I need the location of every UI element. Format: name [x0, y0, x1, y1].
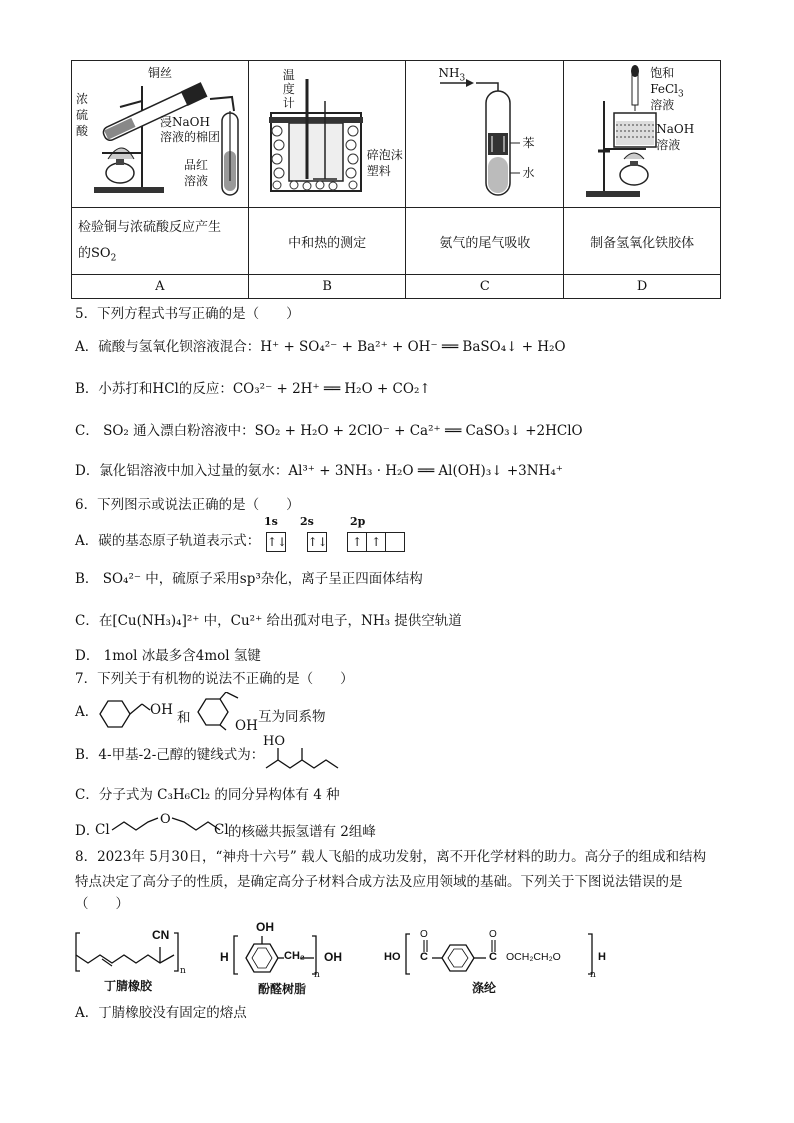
orbital-box-2p-3 — [386, 532, 405, 552]
q7-a-and: 和 — [177, 710, 191, 726]
nitrile-name: 丁腈橡胶 — [104, 979, 153, 993]
q6-stem: 6．下列图示或说法正确的是（ ） — [75, 497, 300, 513]
colloid-preparation-illustration — [564, 61, 721, 207]
phenolic-h: H — [220, 950, 229, 964]
label-fuchsin-1: 品红 — [184, 158, 209, 172]
letter-d: D — [564, 275, 721, 299]
apparatus-d — [564, 61, 721, 208]
polyester-name: 涤纶 — [472, 981, 497, 995]
orbital-box-2p-1: ↑ — [347, 532, 367, 552]
q7-option-b: B．4-甲基-2-己醇的键线式为： — [75, 747, 265, 763]
q7-d-o: O — [160, 812, 171, 827]
label-thermometer-2: 度 — [282, 82, 295, 96]
q7-stem: 7．下列关于有机物的说法不正确的是（ ） — [75, 671, 354, 687]
polyester-n: n — [590, 970, 596, 980]
q7-d-cl-2: Cl — [214, 822, 229, 838]
orbital-box-1s: ↑↓ — [266, 532, 286, 552]
q7-option-d-prefix: D． — [75, 823, 100, 839]
q8-stem-line-1: 8．2023年 5月30日，“神舟十六号” 载人飞船的成功发射，离不开化学材料的助力。高分子的组成和结构 — [75, 849, 707, 865]
q5-option-a: A．硫酸与氢氧化钡溶液混合：H⁺ + SO₄²⁻ + Ba²⁺ + OH⁻ ══ BaSO₄↓ + H₂O — [75, 339, 566, 355]
polyester-structure — [404, 930, 596, 978]
label-fecl3: FeCl$_3$ — [650, 82, 684, 100]
nitrile-n: n — [180, 966, 186, 976]
q7-a-oh-1: OH — [150, 702, 173, 718]
phenolic-resin-structure — [232, 930, 322, 978]
q8-stem-line-3: （ ） — [75, 896, 129, 912]
orbital-diagram — [266, 532, 405, 552]
q8-option-a: A．丁腈橡胶没有固定的熔点 — [75, 1005, 247, 1021]
polyester-ho: HO — [384, 951, 401, 963]
q6-option-a: A．碳的基态原子轨道表示式： — [75, 533, 261, 549]
label-acid-2: 硫 — [76, 108, 89, 122]
nitrile-cn: CN — [152, 928, 170, 942]
phenolic-name: 酚醛树脂 — [258, 982, 307, 996]
caption-d: 制备氢氧化铁胶体 — [564, 208, 721, 275]
letter-a: A — [72, 275, 249, 299]
label-ammonia: $NH_3$ — [438, 66, 466, 84]
ammonia-absorption-illustration — [406, 61, 564, 207]
label-foam-2: 塑料 — [366, 164, 391, 178]
label-benzene: 苯 — [522, 136, 535, 150]
q7-b-skeletal-formula — [262, 746, 342, 774]
q7-option-c: C．分子式为 C₃H₆Cl₂ 的同分异构体有 4 种 — [75, 787, 340, 803]
orbital-box-2s: ↑↓ — [307, 532, 327, 552]
apparatus-b — [248, 61, 406, 208]
q7-b-ho: HO — [263, 734, 285, 749]
label-solution: 溶液 — [650, 98, 675, 112]
label-naoh-2: 溶液 — [656, 138, 681, 152]
polyester-chain: OCH₂CH₂O — [506, 951, 561, 963]
label-thermometer-3: 计 — [282, 96, 295, 110]
label-cotton-1: 浸NaOH — [160, 115, 210, 129]
label-acid-1: 浓 — [76, 92, 89, 106]
caption-a: 检验铜与浓硫酸反应产生 的$SO_2$ — [72, 208, 249, 275]
caption-c: 氨气的尾气吸收 — [406, 208, 564, 275]
caption-b: 中和热的测定 — [248, 208, 406, 275]
label-naoh-1: NaOH — [656, 122, 695, 136]
q6-option-c: C．在[Cu(NH₃)₄]²⁺ 中，Cu²⁺ 给出孤对电子，NH₃ 提供空轨道 — [75, 613, 462, 629]
phenolic-oh-end: OH — [324, 950, 342, 964]
orbital-label-1s: 1s — [264, 515, 278, 528]
polyester-o-1: O — [420, 929, 428, 940]
letter-b: B — [248, 275, 406, 299]
q7-option-a-prefix: A． — [75, 704, 99, 720]
q7-a-suffix: 互为同系物 — [258, 709, 326, 725]
polyester-c-1: C — [420, 951, 428, 963]
orbital-box-2p-2: ↑ — [367, 532, 386, 552]
q7-a-oh-2: OH — [235, 718, 258, 734]
q8-stem-line-2: 特点决定了高分子的性质，是确定高分子材料合成方法及应用领域的基础。下列关于下图说法错误的是 — [75, 874, 683, 890]
label-thermometer-1: 温 — [282, 68, 295, 82]
phenolic-ch2: CH₂ — [284, 950, 305, 962]
q6-option-b: B． SO₄²⁻ 中，硫原子采用sp³杂化，离子呈正四面体结构 — [75, 571, 423, 587]
q7-d-suffix: 的核磁共振氢谱有 2组峰 — [228, 824, 376, 840]
label-saturated: 饱和 — [650, 66, 675, 80]
apparatus-c — [406, 61, 564, 208]
orbital-label-2s: 2s — [300, 515, 314, 528]
orbital-label-2p: 2p — [350, 515, 366, 528]
polyester-c-2: C — [489, 951, 497, 963]
q5-option-c: C． SO₂ 通入漂白粉溶液中：SO₂ + H₂O + 2ClO⁻ + Ca²⁺ ══ CaSO₃↓ +2HClO — [75, 423, 583, 439]
q5-stem: 5．下列方程式书写正确的是（ ） — [75, 306, 300, 322]
q5-option-b: B．小苏打和HCl的反应：CO₃²⁻ + 2H⁺ ══ H₂O + CO₂↑ — [75, 381, 431, 397]
q5-option-d: D．氯化铝溶液中加入过量的氨水：Al³⁺ + 3NH₃ · H₂O ══ Al(OH)₃↓ +3NH₄⁺ — [75, 463, 563, 479]
label-water: 水 — [522, 166, 535, 180]
label-foam-1: 碎泡沫 — [366, 148, 403, 162]
label-cotton-2: 溶液的棉团 — [160, 130, 221, 144]
letter-c: C — [406, 275, 564, 299]
phenolic-n: n — [314, 970, 320, 980]
label-fuchsin-2: 溶液 — [184, 174, 209, 188]
label-acid-3: 酸 — [76, 124, 89, 138]
phenolic-oh-top: OH — [256, 920, 274, 934]
calorimeter-illustration — [249, 61, 407, 207]
q6-option-d: D． 1mol 冰最多含4mol 氢键 — [75, 648, 261, 664]
label-copper-wire: 铜丝 — [148, 66, 173, 80]
polyester-o-2: O — [489, 929, 497, 940]
q7-d-cl-1: Cl — [95, 822, 110, 838]
experiment-table — [71, 60, 721, 299]
apparatus-a — [72, 61, 249, 208]
polyester-h: H — [598, 951, 606, 963]
